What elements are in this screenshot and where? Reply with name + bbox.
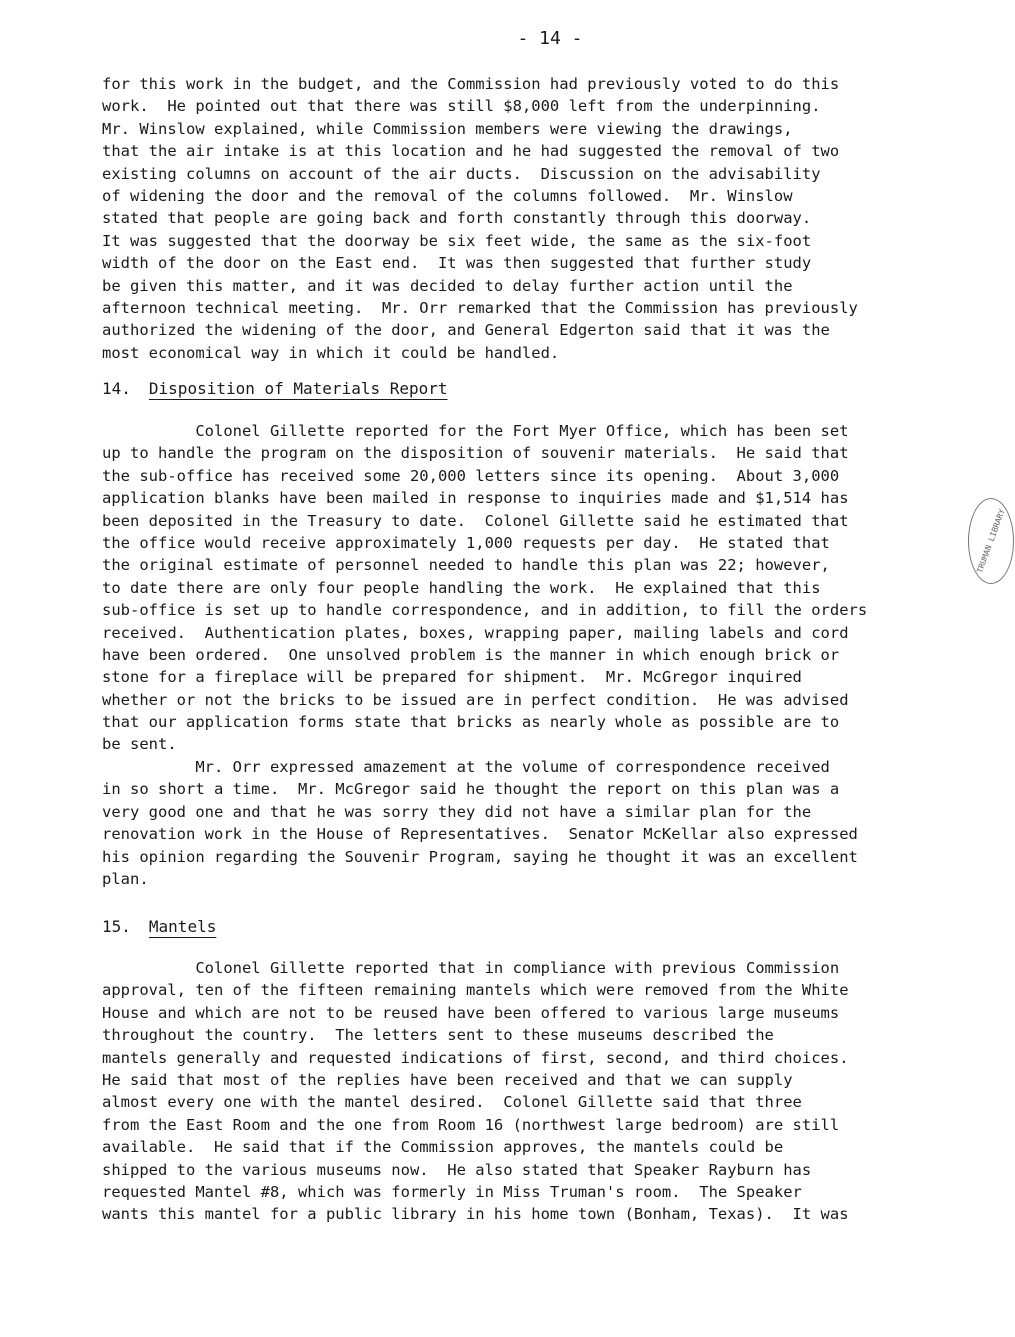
section-number: 15. bbox=[102, 917, 131, 936]
text-line: existing columns on account of the air ducts. Discussion on the advisability bbox=[102, 164, 821, 183]
text-line: be given this matter, and it was decided to delay further action until the bbox=[102, 276, 793, 295]
text-line: up to handle the program on the disposition of souvenir materials. He said that bbox=[102, 444, 849, 463]
text-line: to date there are only four people handling the work. He explained that this bbox=[102, 578, 821, 597]
text-line: Mr. Orr expressed amazement at the volume of correspondence received bbox=[102, 758, 830, 776]
page-number: - 14 - bbox=[517, 28, 583, 49]
text-line: stone for a fireplace will be prepared for shipment. Mr. McGregor inquired bbox=[102, 668, 802, 687]
text-line: the office would receive approximately 1,000 requests per day. He stated that bbox=[102, 533, 830, 552]
text-line: plan. bbox=[102, 869, 149, 888]
text-line: width of the door on the East end. It was then suggested that further study bbox=[102, 254, 812, 273]
text-line: sub-office is set up to handle correspondence, and in addition, to fill the orders bbox=[102, 601, 868, 620]
text-line: application blanks have been mailed in response to inquiries made and $1,514 has bbox=[102, 489, 849, 508]
text-line: the sub-office has received some 20,000 letters since its opening. About 3,000 bbox=[102, 466, 840, 485]
paragraph-orr-remarks bbox=[102, 756, 982, 890]
text-line: Mr. Winslow explained, while Commission members were viewing the drawings, bbox=[102, 119, 793, 138]
text-line: approval, ten of the fifteen remaining mantels which were removed from the White bbox=[102, 981, 849, 1000]
text-line: received. Authentication plates, boxes, wrapping paper, mailing labels and cord bbox=[102, 623, 849, 642]
text-line: the original estimate of personnel needed to handle this plan was 22; however, bbox=[102, 556, 830, 575]
text-line: very good one and that he was sorry they did not have a similar plan for the bbox=[102, 802, 812, 821]
text-line: in so short a time. Mr. McGregor said he thought the report on this plan was a bbox=[102, 780, 840, 799]
text-line: House and which are not to be reused have been offered to various large museums bbox=[102, 1003, 840, 1022]
text-line: have been ordered. One unsolved problem is the manner in which enough brick or bbox=[102, 645, 840, 664]
section-number: 14. bbox=[102, 379, 131, 398]
text-line: wants this mantel for a public library in his home town (Bonham, Texas). It was bbox=[102, 1205, 849, 1224]
text-line: Colonel Gillette reported that in compliance with previous Commission bbox=[102, 959, 840, 977]
text-line: shipped to the various museums now. He also stated that Speaker Rayburn has bbox=[102, 1160, 812, 1179]
text-line: most economical way in which it could be handled. bbox=[102, 343, 560, 362]
text-line: renovation work in the House of Representatives. Senator McKellar also expressed bbox=[102, 825, 858, 844]
text-line: that our application forms state that bricks as nearly whole as possible are to bbox=[102, 713, 840, 732]
text-line: afternoon technical meeting. Mr. Orr remarked that the Commission has previously bbox=[102, 298, 858, 317]
text-line: authorized the widening of the door, and General Edgerton said that it was the bbox=[102, 321, 830, 340]
text-line: of widening the door and the removal of the columns followed. Mr. Winslow bbox=[102, 186, 793, 205]
library-stamp bbox=[968, 498, 1014, 584]
text-line: stated that people are going back and forth constantly through this doorway. bbox=[102, 209, 812, 228]
section-heading-14 bbox=[102, 378, 448, 400]
text-line: Colonel Gillette reported for the Fort Myer Office, which has been set bbox=[102, 422, 849, 440]
text-line: available. He said that if the Commission approves, the mantels could be bbox=[102, 1138, 784, 1157]
section-title: Disposition of Materials Report bbox=[148, 379, 448, 398]
text-line: He said that most of the replies have been received and that we can supply bbox=[102, 1070, 793, 1089]
text-line: requested Mantel #8, which was formerly in Miss Truman's room. The Speaker bbox=[102, 1182, 802, 1201]
text-line: his opinion regarding the Souvenir Program, saying he thought it was an excellent bbox=[102, 847, 858, 866]
text-line: for this work in the budget, and the Commission had previously voted to do this bbox=[102, 75, 840, 93]
section-title: Mantels bbox=[148, 917, 217, 936]
stamp-text: TRUMAN LIBRARY bbox=[975, 507, 1007, 575]
paragraph-mantels bbox=[102, 957, 982, 1226]
section-heading-15 bbox=[102, 916, 216, 938]
text-line: that the air intake is at this location and he had suggested the removal of two bbox=[102, 142, 840, 161]
text-line: throughout the country. The letters sent to these museums described the bbox=[102, 1026, 774, 1045]
paragraph-continuation bbox=[102, 73, 982, 364]
text-line: It was suggested that the doorway be six feet wide, the same as the six-foot bbox=[102, 231, 812, 250]
text-line: be sent. bbox=[102, 735, 177, 754]
text-line: mantels generally and requested indications of first, second, and third choices. bbox=[102, 1048, 849, 1067]
text-line: from the East Room and the one from Room 16 (northwest large bedroom) are still bbox=[102, 1115, 840, 1134]
paragraph-disposition bbox=[102, 420, 982, 756]
text-line: work. He pointed out that there was still $8,000 left from the underpinning. bbox=[102, 97, 821, 116]
text-line: almost every one with the mantel desired. Colonel Gillette said that three bbox=[102, 1093, 802, 1112]
text-line: whether or not the bricks to be issued are in perfect condition. He was advised bbox=[102, 690, 849, 709]
text-line: been deposited in the Treasury to date. Colonel Gillette said he estimated that bbox=[102, 511, 849, 530]
